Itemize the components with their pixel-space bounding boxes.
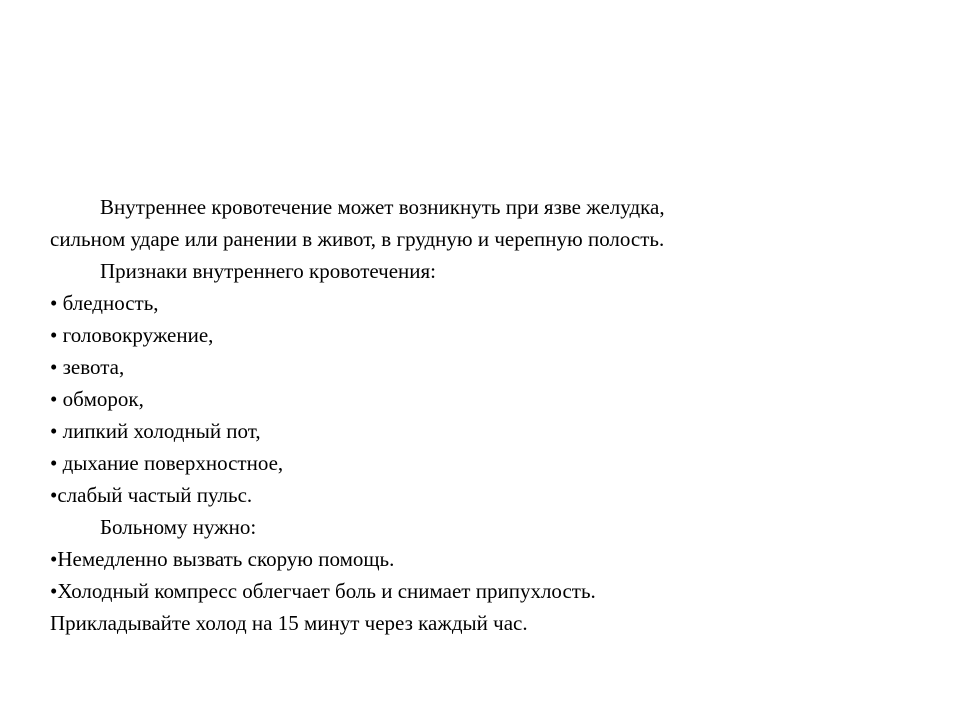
list-item: •Холодный компресс облегчает боль и снимает припухлость. xyxy=(50,579,596,603)
paragraph-intro-line-2: сильном ударе или ранении в живот, в грудную и черепную полость. xyxy=(50,227,665,251)
text-body xyxy=(50,191,930,639)
actions-heading: Больному нужно: xyxy=(100,515,257,539)
list-item: • липкий холодный пот, xyxy=(50,419,261,443)
list-item: •Немедленно вызвать скорую помощь. xyxy=(50,547,395,571)
symptoms-heading: Признаки внутреннего кровотечения: xyxy=(100,259,437,283)
list-item: • зевота, xyxy=(50,355,125,379)
list-item: • обморок, xyxy=(50,387,144,411)
list-item: • дыхание поверхностное, xyxy=(50,451,284,475)
list-item: • бледность, xyxy=(50,291,159,315)
paragraph-intro-line-1: Внутреннее кровотечение может возникнуть при язве желудка, xyxy=(100,195,665,219)
list-item: •слабый частый пульс. xyxy=(50,483,253,507)
list-item: • головокружение, xyxy=(50,323,214,347)
closing-line: Прикладывайте холод на 15 минут через каждый час. xyxy=(50,611,528,635)
